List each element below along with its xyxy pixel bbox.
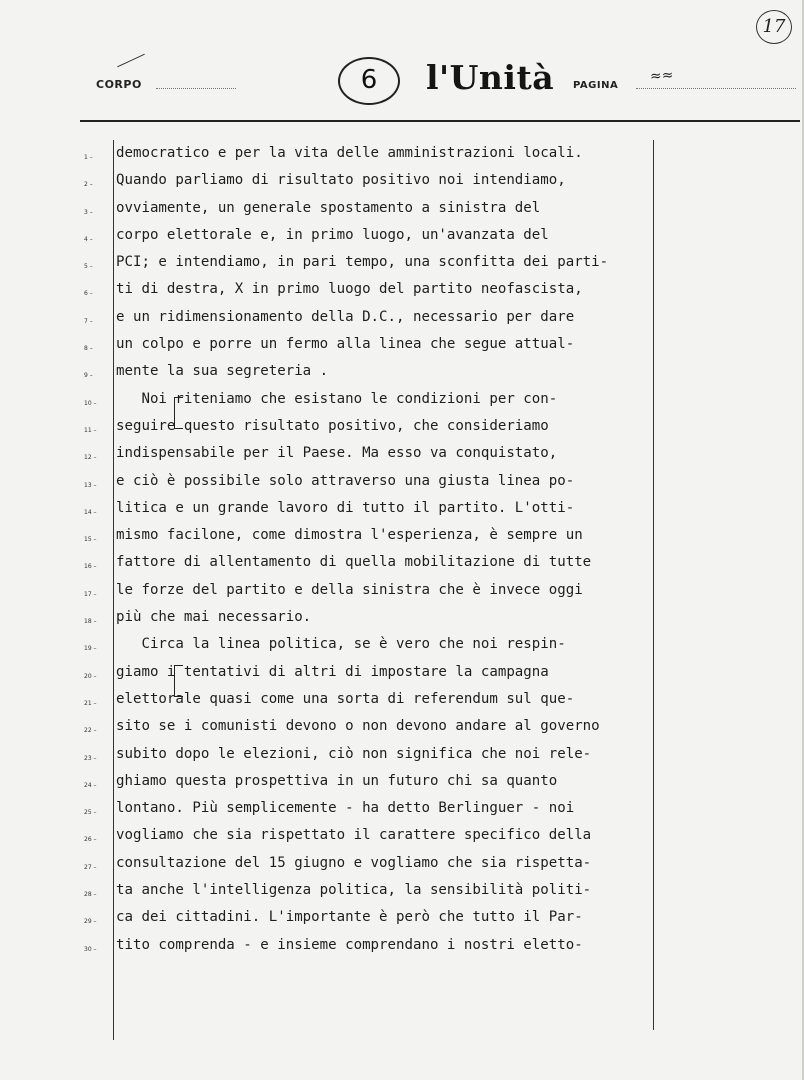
text-line: ta anche l'intelligenza politica, la sensibilità politi- bbox=[116, 882, 592, 899]
text-line: Noi riteniamo che esistano le condizioni per con- bbox=[116, 390, 558, 407]
paragraph-bracket bbox=[174, 397, 183, 429]
text-line: ti di destra, X in primo luogo del partito neofascista, bbox=[116, 281, 583, 298]
line-number: 26 – bbox=[84, 826, 112, 853]
header-rule bbox=[80, 120, 800, 122]
page-number-circle: 17 bbox=[756, 10, 792, 44]
text-line: corpo elettorale e, in primo luogo, un'avanzata del bbox=[116, 226, 549, 243]
line-number: 17 – bbox=[84, 581, 112, 608]
line-number: 1 – bbox=[84, 144, 112, 171]
text-line: fattore di allentamento di quella mobilitazione di tutte bbox=[116, 554, 592, 571]
text-line: Circa la linea politica, se è vero che noi respin- bbox=[116, 636, 566, 653]
newspaper-masthead: l'Unità bbox=[426, 58, 555, 97]
text-line: un colpo e porre un fermo alla linea che segue attual- bbox=[116, 336, 575, 353]
text-line: litica e un grande lavoro di tutto il partito. L'otti- bbox=[116, 499, 575, 516]
text-line: tito comprenda - e insieme comprendano i nostri eletto- bbox=[116, 936, 583, 953]
line-number: 10 – bbox=[84, 390, 112, 417]
line-number: 28 – bbox=[84, 881, 112, 908]
line-number: 16 – bbox=[84, 553, 112, 580]
text-line: seguire questo risultato positivo, che consideriamo bbox=[116, 417, 549, 434]
text-line: subito dopo le elezioni, ciò non significa che noi rele- bbox=[116, 745, 592, 762]
line-number: 9 – bbox=[84, 362, 112, 389]
line-number: 27 – bbox=[84, 854, 112, 881]
line-number: 21 – bbox=[84, 690, 112, 717]
body-text bbox=[116, 140, 696, 959]
line-number: 25 – bbox=[84, 799, 112, 826]
text-line: PCI; e intendiamo, in pari tempo, una sconfitta dei parti- bbox=[116, 254, 609, 271]
text-line: consultazione del 15 giugno e vogliamo che sia rispetta- bbox=[116, 854, 592, 871]
line-number: 13 – bbox=[84, 472, 112, 499]
line-number: 30 – bbox=[84, 936, 112, 963]
corpo-dotted-line bbox=[156, 88, 236, 89]
line-number: 3 – bbox=[84, 199, 112, 226]
text-line: le forze del partito e della sinistra che è invece oggi bbox=[116, 581, 583, 598]
text-line: democratico e per la vita delle amministrazioni locali. bbox=[116, 145, 583, 161]
sheet-number-circle: 6 bbox=[338, 57, 400, 105]
line-number: 5 – bbox=[84, 253, 112, 280]
text-line: ca dei cittadini. L'importante è però che tutto il Par- bbox=[116, 909, 583, 926]
line-number: 12 – bbox=[84, 444, 112, 471]
line-number: 24 – bbox=[84, 772, 112, 799]
text-line: giamo i tentativi di altri di impostare la campagna bbox=[116, 663, 549, 680]
line-number: 4 – bbox=[84, 226, 112, 253]
line-number: 15 – bbox=[84, 526, 112, 553]
line-number: 2 – bbox=[84, 171, 112, 198]
text-line: elettorale quasi come una sorta di referendum sul que- bbox=[116, 690, 575, 707]
line-number: 18 – bbox=[84, 608, 112, 635]
line-number: 19 – bbox=[84, 635, 112, 662]
text-line: mente la sua segreteria . bbox=[116, 363, 329, 380]
line-number: 22 – bbox=[84, 717, 112, 744]
line-number: 29 – bbox=[84, 908, 112, 935]
text-line: sito se i comunisti devono o non devono andare al governo bbox=[116, 718, 600, 735]
text-line: Quando parliamo di risultato positivo noi intendiamo, bbox=[116, 172, 566, 189]
line-number: 8 – bbox=[84, 335, 112, 362]
text-line: ovviamente, un generale spostamento a sinistra del bbox=[116, 199, 541, 216]
pagina-dotted-line bbox=[636, 88, 796, 89]
pagina-label: PAGINA bbox=[573, 80, 619, 91]
line-number-column bbox=[84, 144, 112, 963]
line-number: 7 – bbox=[84, 308, 112, 335]
text-line: indispensabile per il Paese. Ma esso va conquistato, bbox=[116, 445, 558, 462]
line-number: 6 – bbox=[84, 280, 112, 307]
corpo-label: CORPO bbox=[96, 78, 142, 91]
pagina-scribble-icon: ≈≈ bbox=[649, 67, 674, 85]
line-number: 20 – bbox=[84, 663, 112, 690]
text-line: e un ridimensionamento della D.C., necessario per dare bbox=[116, 308, 575, 325]
line-number: 23 – bbox=[84, 745, 112, 772]
text-line: più che mai necessario. bbox=[116, 609, 312, 626]
text-line: ghiamo questa prospettiva in un futuro chi sa quanto bbox=[116, 772, 558, 789]
pen-mark bbox=[117, 54, 145, 68]
text-line: e ciò è possibile solo attraverso una giusta linea po- bbox=[116, 472, 575, 489]
text-line: mismo facilone, come dimostra l'esperienza, è sempre un bbox=[116, 527, 583, 544]
text-line: lontano. Più semplicemente - ha detto Berlinguer - noi bbox=[116, 800, 575, 817]
text-line: vogliamo che sia rispettato il carattere specifico della bbox=[116, 827, 592, 844]
left-margin-line bbox=[113, 140, 114, 1040]
paragraph-bracket bbox=[174, 665, 183, 697]
line-number: 11 – bbox=[84, 417, 112, 444]
line-number: 14 – bbox=[84, 499, 112, 526]
